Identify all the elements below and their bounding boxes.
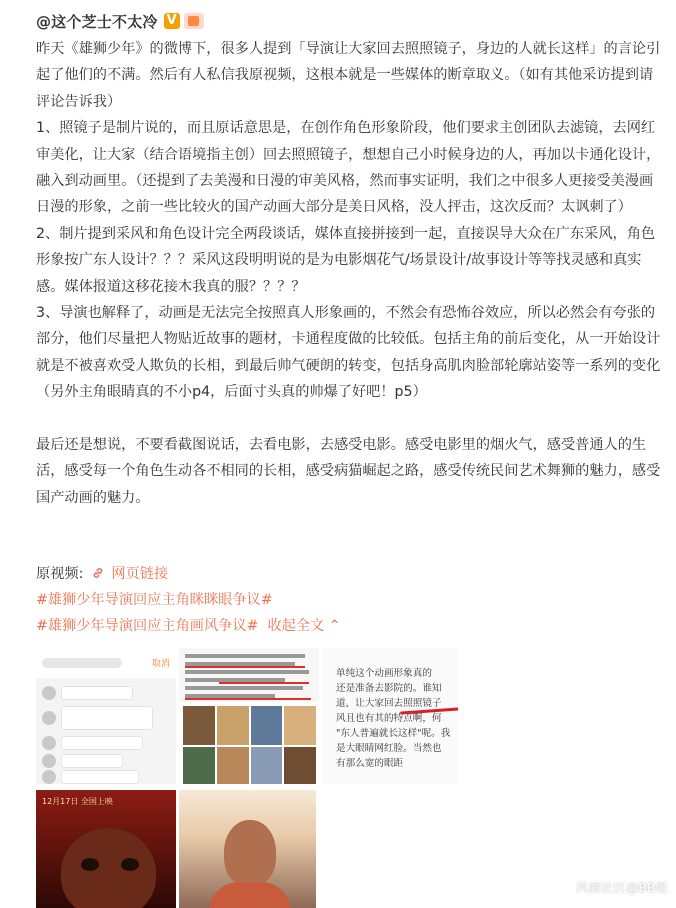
post-paragraph: 1、照镜子是制片说的，而且原话意思是，在创作角色形象阶段，他们要求主创团队去滤镜，去网红审美化，让大家（结合语境指主创）回去照照镜子，想想自己小时候身边的人，再加以卡通化设计，融入到动画里。（还提到了去美漫和日漫的审美风格，然而事实证明，我们之中很多人更接受美漫画日漫的形象，之前一些比较火的国产动画大部分是美日风格，没人抨击，这次反而？太讽刺了） bbox=[36, 120, 661, 216]
character-eye bbox=[121, 858, 139, 871]
post-paragraph: 3、导演也解释了，动画是无法完全按照真人形象画的，不然会有恐怖谷效应，所以必然会有夸张的部分，他们尽量把人物贴近故事的题材，卡通程度做的比较低。包括主角的前后变化，从一开始设计就是不被喜欢受人欺负的长相，到最后帅气硬朗的转变，包括身高肌肉脸部轮廓站姿等一系列的变化（另外主角眼睛真的不小p4，后面寸头真的帅爆了好吧！p5） bbox=[36, 305, 661, 401]
tag-row bbox=[36, 613, 341, 639]
avatar bbox=[42, 736, 56, 750]
watermark: 风画社区@BB姬 bbox=[575, 880, 668, 895]
image-thumbnail-3[interactable] bbox=[322, 648, 458, 784]
chat-cancel: 取消 bbox=[151, 659, 170, 669]
chat-search-bar bbox=[42, 658, 122, 668]
character-body bbox=[209, 882, 291, 908]
quote-text: 单纯这个动画形象真的 还是准备去影院的。谁知 道，让大家回去照照镜子 风且也有其的特点啊，何 "东人普遍就长这样"呢。我 是大眼睛网红脸。当然也 有那么宽的眼距 bbox=[336, 668, 451, 769]
source-row bbox=[36, 561, 168, 587]
image-thumbnail-1[interactable] bbox=[36, 648, 176, 784]
avatar bbox=[42, 711, 56, 725]
post-header bbox=[36, 10, 204, 32]
screenshot-grid bbox=[183, 706, 316, 784]
web-link[interactable]: 网页链接 bbox=[111, 566, 169, 582]
collapse-label: 收起全文 bbox=[267, 618, 325, 634]
chevron-up-icon: ⌃ bbox=[328, 618, 341, 634]
author-name[interactable]: @这个芝士不太冷 bbox=[36, 12, 158, 31]
source-label: 原视频: bbox=[36, 566, 84, 582]
post-paragraph: 最后还是想说，不要看截图说话，去看电影，去感受电影。感受电影里的烟火气，感受普通人的生活，感受每一个角色生动各不相同的长相，感受病猫崛起之路，感受传统民间艺术舞狮的魅力，感受国产动画的魅力。 bbox=[36, 436, 661, 506]
link-icon bbox=[92, 567, 104, 579]
verified-badge-icon bbox=[164, 13, 180, 29]
character-head bbox=[224, 820, 276, 886]
image-thumbnail-2[interactable] bbox=[179, 648, 319, 784]
avatar bbox=[42, 686, 56, 700]
hashtag-link[interactable]: #雄狮少年导演回应主角眯眯眼争议# bbox=[36, 592, 273, 608]
post-paragraph: 昨天《雄狮少年》的微博下，很多人提到「导演让大家回去照照镜子，身边的人就长这样」的言论引起了他们的不满。然后有人私信我原视频，这根本就是一些媒体的断章取义。（如有其他采访提到请评论告诉我） bbox=[36, 41, 661, 110]
chat-topbar bbox=[36, 648, 176, 678]
image-thumbnail-4[interactable] bbox=[36, 790, 176, 908]
post-body bbox=[36, 36, 664, 511]
member-badge-icon bbox=[184, 13, 204, 29]
tag-row bbox=[36, 587, 273, 613]
character-face bbox=[61, 828, 156, 908]
hashtag-link[interactable]: #雄狮少年导演回应主角画风争议# bbox=[36, 618, 259, 634]
collapse-button[interactable] bbox=[263, 618, 341, 634]
post-paragraph: 2、制片提到采风和角色设计完全两段谈话，媒体直接拼接到一起，直接误导大众在广东采风，角色形象按广东人设计？？？采风这段明明说的是为电影烟花气/场景设计/故事设计等等找灵感和真实感。媒体报道这移花接木我真的服？？？？ bbox=[36, 225, 656, 295]
image-thumbnail-5[interactable] bbox=[179, 790, 316, 908]
poster-caption: 12月17日 全国上映 bbox=[42, 797, 113, 806]
character-eye bbox=[81, 858, 99, 871]
avatar bbox=[42, 754, 56, 768]
avatar bbox=[42, 770, 56, 784]
